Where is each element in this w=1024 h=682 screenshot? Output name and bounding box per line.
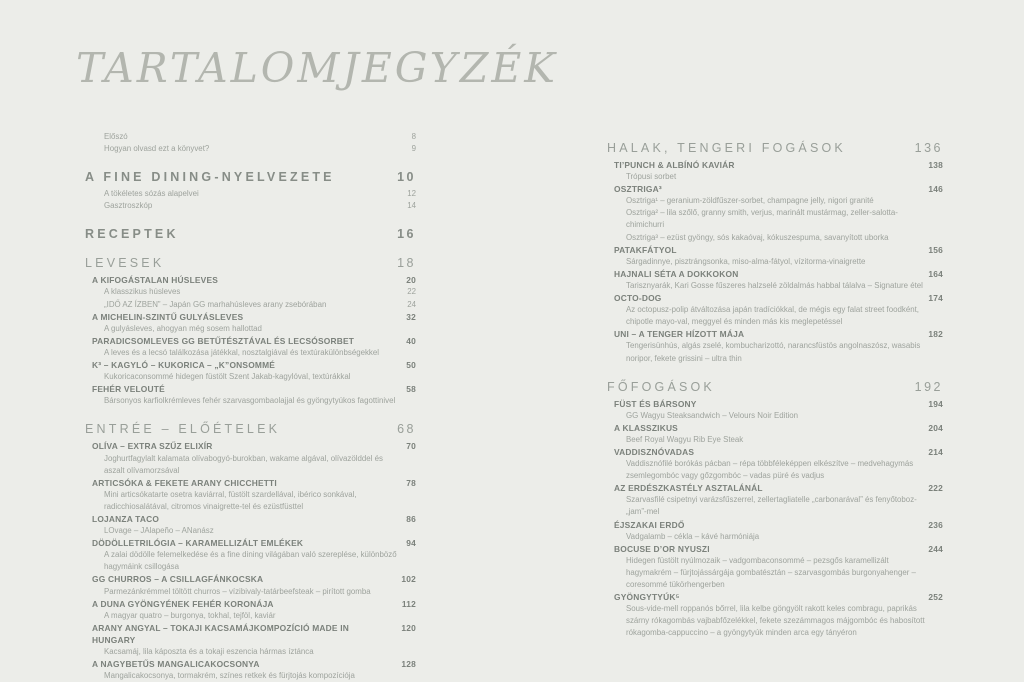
toc-description [607, 195, 943, 207]
toc-description [607, 434, 943, 446]
entry-label: FÜST ÉS BÁRSONY [614, 398, 697, 409]
toc-entry [85, 598, 416, 610]
entry-label: OSZTRIGA³ [614, 184, 662, 195]
toc-description [607, 207, 943, 231]
page-number: 68 [397, 422, 416, 437]
page-number: 146 [928, 184, 943, 195]
page-number: 24 [407, 299, 416, 309]
page-number: 252 [928, 592, 943, 603]
page-number: 102 [401, 574, 416, 585]
toc-entry [607, 268, 943, 280]
toc-entry [607, 398, 943, 410]
page-number: 192 [914, 379, 943, 394]
page-number: 164 [928, 268, 943, 279]
page-number: 20 [406, 275, 416, 286]
toc-entry [85, 513, 416, 525]
toc-description [607, 494, 943, 518]
entry-label: Trópusi sorbet [626, 172, 677, 182]
toc-description [85, 586, 416, 598]
toc-description [607, 304, 943, 328]
toc-description [607, 256, 943, 268]
toc-entry [607, 543, 943, 555]
entry-label: FEHÉR VELOUTÉ [92, 384, 165, 395]
entry-label: A FINE DINING-NYELVEZETE [85, 170, 335, 185]
toc-section-heading [85, 256, 416, 270]
entry-label: GYÖNGYTYÚK⁵ [614, 592, 680, 603]
page-number: 8 [411, 132, 416, 141]
page-number: 86 [406, 513, 416, 524]
toc-entry [607, 292, 943, 304]
page-number: 194 [928, 398, 943, 409]
entry-label: Előszó [104, 132, 128, 141]
page-number: 58 [406, 384, 416, 395]
entry-label: AZ ERDÉSZKASTÉLY ASZTALÁNÁL [614, 483, 763, 494]
entry-label: VADDISZNÓVADAS [614, 446, 695, 457]
entry-label: Parmezánkrémmel töltött churros – vízibivaly-tatárbeefsteak – pirított gomba [104, 586, 371, 596]
entry-label: LEVESEK [85, 256, 165, 271]
page-number: 244 [928, 543, 943, 554]
page-number: 120 [401, 622, 416, 633]
entry-label: TI’PUNCH & ALBÍNÓ KAVIÁR [614, 160, 735, 170]
entry-label: Osztriga³ – ezüst gyöngy, sós kakaóvaj, kókuszespuma, savanyított uborka [626, 232, 889, 242]
entry-label: Mini articsókatarte osetra kaviárral, füstölt szardellával, ibérico sonkával, radicchiosalátával, citromos vinaigrette-tel és ezüstfüsttel [104, 489, 357, 511]
toc-description [607, 340, 943, 364]
toc-entry [85, 537, 416, 549]
toc-entry [85, 658, 416, 670]
toc-description [85, 299, 416, 311]
entry-label: A zalai dödölle felemelkedése és a fine dining világában való szereplése, különböző hagymáink csillogása [104, 550, 397, 572]
toc-description [85, 489, 416, 513]
page-title: TARTALOMJEGYZÉK [76, 44, 558, 92]
toc-description [85, 371, 416, 383]
entry-label: Az octopusz-polip átváltozása japán tradíciókkal, de mégis egy falat street foodként, chipotle mayo-val, meggyel és minden más kis meglepetéssel [626, 305, 919, 327]
toc-section-heading [607, 141, 943, 155]
page-number: 94 [406, 538, 416, 549]
entry-label: GG Wagyu Steaksandwich – Velours Noir Edition [626, 410, 799, 420]
entry-label: A klasszikus húsleves [104, 287, 181, 297]
entry-label: Joghurtfagylalt kalamata olívabogyó-burokban, wakame algával, olívazölddel és aszalt olívamorzsával [104, 453, 383, 475]
entry-label: Vadgalamb – cékla – kávé harmóniája [626, 531, 760, 541]
toc-entry [85, 274, 416, 286]
entry-label: Hogyan olvasd ezt a könyvet? [104, 144, 210, 154]
toc-item [85, 131, 416, 143]
entry-label: BOCUSE D’OR NYUSZI [614, 543, 710, 554]
toc-entry [607, 244, 943, 256]
entry-label: DÖDÖLLETRILÓGIA – KARAMELLIZÁLT EMLÉKEK [92, 538, 304, 549]
toc-item [85, 143, 416, 155]
entry-label: Gasztroszkóp [104, 201, 153, 211]
toc-item [85, 200, 416, 212]
toc-description [85, 347, 416, 359]
toc-entry [607, 446, 943, 458]
toc-entry [85, 383, 416, 395]
entry-label: „IDŐ AZ ÍZBEN” – Japán GG marhahúsleves arany zsebórában [104, 299, 327, 309]
page-number: 236 [928, 519, 943, 530]
page-number: 222 [928, 483, 943, 494]
entry-label: A DUNA GYÖNGYÉNEK FEHÉR KORONÁJA [92, 598, 274, 609]
toc-description [607, 232, 943, 244]
toc-entry [607, 482, 943, 494]
entry-label: LOvage – JAlapeño – ANanász [104, 526, 214, 536]
toc-section-heading [85, 227, 416, 241]
toc-description [607, 531, 943, 543]
toc-description [85, 286, 416, 298]
entry-label: Osztriga¹ – geranium-zöldfűszer-sorbet, champagne jelly, nigori granité [626, 196, 874, 206]
toc-item [85, 188, 416, 200]
entry-label: RECEPTEK [85, 227, 179, 242]
entry-label: Vaddisznófilé borókás pácban – répa többféleképpen elkészítve – medvehagymás zsemlegombóc vagy gőzgombóc – vadas püré és vadjus [626, 459, 914, 481]
entry-label: A gulyásleves, ahogyan még sosem hallottad [104, 323, 262, 333]
entry-label: Sous-vide-mell roppanós bőrrel, lila kelbe göngyölt rakott keles combragu, paprikás szárny rókagombás vajbabfőzelékkel, fekete szezámmagos májgombóc és habosított rókagomba-cappuccino – a gyöngytyúk minden arca egy tányéron [626, 604, 925, 638]
page-number: 40 [406, 335, 416, 346]
toc-description [607, 458, 943, 482]
toc-entry [85, 359, 416, 371]
entry-label: LOJANZA TACO [92, 513, 160, 524]
entry-label: OLÍVA – EXTRA SZŰZ ELIXÍR [92, 441, 213, 452]
entry-label: Beef Royal Wagyu Rib Eye Steak [626, 434, 744, 444]
entry-label: PATAKFÁTYOL [614, 244, 677, 255]
toc-section-heading [85, 170, 416, 184]
page-number: 136 [914, 141, 943, 155]
toc-entry [607, 183, 943, 195]
entry-label: Hidegen füstölt nyúlmozaik – vadgombaconsommé – pezsgős karamellizált hagymakrém – fürjtojássárgája gombatésztán – szarvasgombás burgonyahenger – coresommé tükörhengerben [626, 555, 916, 589]
page-number: 182 [928, 329, 943, 340]
entry-label: A KIFOGÁSTALAN HÚSLEVES [92, 275, 219, 286]
toc-entry [85, 573, 416, 585]
entry-label: A NAGYBETŰS MANGALICAKOCSONYA [92, 659, 260, 670]
entry-label: A tökéletes sózás alapelvei [104, 189, 199, 199]
toc-column-right [607, 141, 943, 639]
entry-label: UNI – A TENGER HÍZOTT MÁJA [614, 329, 745, 340]
toc-description [607, 603, 943, 639]
entry-label: Kukoricaconsommé hidegen füstölt Szent Jakab-kagylóval, textúrákkal [104, 372, 351, 382]
toc-description [85, 323, 416, 335]
entry-label: A leves és a lecsó találkozása játékkal, nosztalgiával és textúrakülönbségekkel [104, 347, 380, 357]
toc-description [607, 280, 943, 292]
toc-entry [607, 422, 943, 434]
toc-description [607, 410, 943, 422]
entry-label: PARADICSOMLEVES GG BETŰTÉSZTÁVAL ÉS LECSÓSORBET [92, 335, 355, 346]
entry-label: Osztriga² – lila szőlő, granny smith, verjus, marinált mustármag, zeller-salotta-chimichurri [626, 208, 898, 230]
toc-entry [85, 477, 416, 489]
page-number: 32 [406, 311, 416, 322]
page-number: 14 [407, 201, 416, 211]
entry-label: Kacsamáj, lila káposzta és a tokaji eszencia hármas íztánca [104, 647, 314, 656]
toc-description [85, 453, 416, 477]
toc-description [607, 555, 943, 591]
entry-label: Sárgadinnye, pisztrángsonka, miso-alma-fátyol, vízitorma-vinaigrette [626, 256, 866, 266]
page-number: 70 [406, 441, 416, 452]
page-number: 50 [406, 360, 416, 371]
toc-entry [85, 440, 416, 452]
entry-label: ARANY ANGYAL – TOKAJI KACSAMÁJKOMPOZÍCIÓ MADE IN HUNGARY [92, 622, 349, 645]
toc-entry [607, 519, 943, 531]
toc-description [85, 670, 416, 682]
page-number: 9 [411, 144, 416, 154]
toc-section-heading [607, 380, 943, 394]
entry-label: Tengerisünhús, algás zselé, kombucharizottó, narancsfüstös angolnaszósz, wasabis noripor, fekete grissini – ultra thin [626, 341, 921, 363]
page-number: 12 [407, 189, 416, 199]
page-number: 78 [406, 477, 416, 488]
entry-label: A MICHELIN-SZINTŰ GULYÁSLEVES [92, 311, 244, 322]
page-number: 18 [397, 256, 416, 271]
toc-entry [85, 335, 416, 347]
toc-entry [607, 328, 943, 340]
entry-label: A KLASSZIKUS [614, 422, 678, 433]
page-number: 156 [928, 244, 943, 255]
page-number: 138 [928, 160, 943, 170]
entry-label: OCTO-DOG [614, 293, 662, 304]
entry-label: Szarvasfilé csipetnyi varázsfűszerrel, zellertagliatelle „carbonarával” és fenyőtoboz-„jam”-mel [626, 495, 917, 517]
toc-description [85, 610, 416, 622]
toc-entry [607, 159, 943, 171]
entry-label: HALAK, TENGERI FOGÁSOK [607, 141, 846, 155]
toc-column-left [85, 131, 416, 682]
toc-description [85, 395, 416, 407]
page-number: 174 [928, 293, 943, 304]
page-number: 16 [397, 227, 416, 242]
entry-label: ENTRÉE – ELŐÉTELEK [85, 422, 281, 437]
page-number: 22 [407, 287, 416, 297]
page-number: 10 [397, 170, 416, 185]
toc-description [85, 525, 416, 537]
toc-entry [85, 311, 416, 323]
toc-entry [607, 591, 943, 603]
toc-description [607, 171, 943, 183]
page-number: 128 [401, 659, 416, 670]
entry-label: FŐFOGÁSOK [607, 379, 715, 394]
entry-label: GG CHURROS – A CSILLAGFÁNKOCSKA [92, 574, 264, 585]
toc-entry [85, 622, 416, 646]
page-number: 214 [928, 446, 943, 457]
entry-label: Mangalicakocsonya, tormakrém, színes retkek és fürjtojás kompozíciója [104, 671, 355, 681]
entry-label: K³ – KAGYLÓ – KUKORICA – „K”ONSOMMÉ [92, 360, 276, 371]
toc-description [85, 646, 416, 658]
entry-label: Bársonyos karfiolkrémleves fehér szarvasgombaolajjal és gyöngytyúkos fagottinivel [104, 396, 396, 406]
entry-label: A magyar quatro – burgonya, tokhal, tejföl, kaviár [104, 610, 276, 620]
entry-label: ARTICSÓKA & FEKETE ARANY CHICCHETTI [92, 477, 277, 488]
toc-section-heading [85, 422, 416, 436]
toc-description [85, 549, 416, 573]
entry-label: HAJNALI SÉTA A DOKKOKON [614, 268, 739, 279]
entry-label: ÉJSZAKAI ERDŐ [614, 519, 685, 530]
page-number: 112 [401, 598, 416, 609]
entry-label: Tarisznyarák, Kari Gosse fűszeres halzselé zöldalmás habbal tálalva – Signature étel [626, 280, 923, 290]
page-number: 204 [928, 422, 943, 433]
